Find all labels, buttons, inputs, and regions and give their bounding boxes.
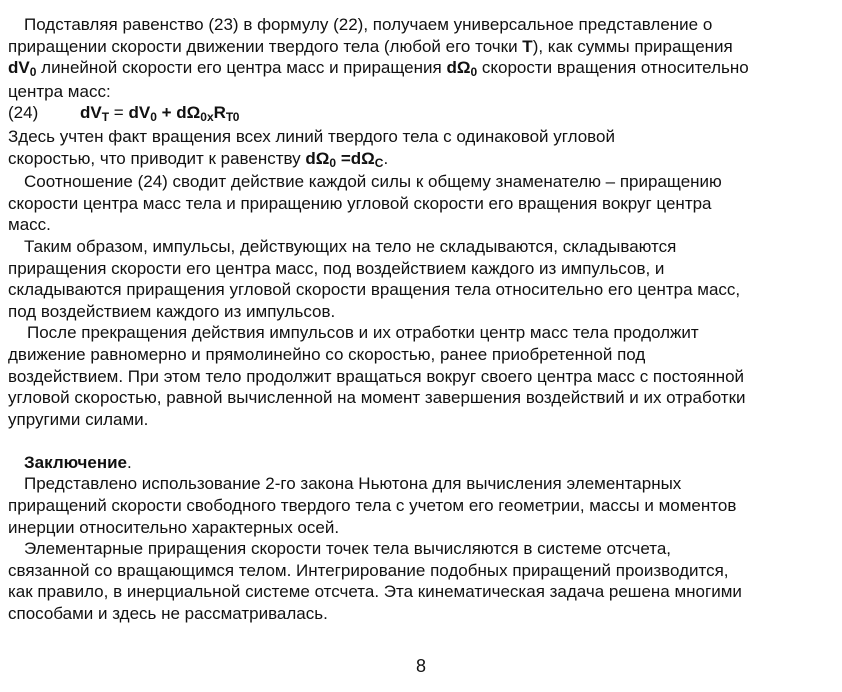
para7-line1: Элементарные приращения скорости точек тела вычисляются в системе отсчета, (24, 539, 672, 559)
para7-line3: как правило, в инерциальной системе отсчета. Эта кинематическая задача решена многими (8, 582, 742, 602)
para4-line2: приращения скорости его центра масс, под воздействием каждого из импульсов, и (8, 258, 665, 278)
para7-line4: способами и здесь не рассматривалась. (8, 604, 328, 624)
para4-line4: под воздействием каждого из импульсов. (8, 301, 336, 321)
equals-sign: = (109, 103, 129, 123)
text-run: ), как суммы приращения (532, 36, 733, 56)
equation-number: (24) (8, 103, 39, 123)
math-subscript: 0 (200, 110, 207, 125)
math-symbol: =dΩ (336, 148, 375, 168)
math-subscript: 0 (150, 110, 157, 125)
blank-line (8, 430, 834, 452)
para5-line4: угловой скоростью, равной вычисленной на момент завершения воздействий и их отработки (8, 388, 746, 408)
math-symbol: dΩ (446, 58, 471, 78)
para3-line3: масс. (8, 215, 51, 235)
math-subscript: 0 (470, 65, 478, 80)
para2-line1: Здесь учтен факт вращения всех линий твердого тела с одинаковой угловой (8, 126, 615, 146)
para6-line1: Представлено использование 2-го закона Ньютона для вычисления элементарных (24, 474, 682, 494)
math-symbol: dV (80, 103, 102, 123)
para2-line2 (8, 148, 834, 172)
para5-line5: упругими силами. (8, 409, 149, 429)
para5-line2: движение равномерно и прямолинейно со скоростью, ранее приобретенной под (8, 344, 646, 364)
para4-line1: Таким образом, импульсы, действующих на тело не складываются, складываются (24, 236, 677, 256)
para1-line3 (8, 57, 834, 81)
math-subscript: 0 (29, 65, 37, 80)
para6-line3: инерции относительно характерных осей. (8, 517, 340, 537)
text-run: . (127, 452, 132, 472)
cross-product-sign: x (206, 110, 214, 125)
math-symbol: R (213, 103, 226, 123)
conclusion-heading (8, 452, 834, 474)
para1-line2 (8, 36, 834, 58)
section-title: Заключение (24, 452, 127, 472)
text-run: . (383, 148, 389, 168)
para1-line4: центра масс: (8, 81, 111, 101)
text-run: скоростью, что приводит к равенству (8, 148, 306, 168)
math-subscript: T (101, 110, 110, 125)
math-subscript: 0 (329, 155, 337, 170)
text-run: приращении скорости движении твердого тела (любой его точки (8, 36, 523, 56)
page-number: 8 (415, 656, 426, 676)
para5-line1: После прекращения действия импульсов и их отработки центр масс тела продолжит (27, 323, 699, 343)
math-symbol: + dΩ (156, 103, 201, 123)
para3-line2: скорости центра масс тела и приращению угловой скорости его вращения вокруг центра (8, 193, 712, 213)
para5-line3: воздействием. При этом тело продолжит вращаться вокруг своего центра масс с постоянной (8, 366, 745, 386)
para4-line3: складываются приращения угловой скорости вращения тела относительно его центра масс, (8, 280, 741, 300)
math-subscript: T0 (225, 110, 239, 125)
text-run: скорости вращения относительно (477, 58, 749, 78)
text-run: линейной скорости его центра масс и приращения (36, 58, 447, 78)
equation-24 (8, 102, 834, 126)
document-body (8, 14, 834, 625)
math-symbol: dV (128, 103, 151, 123)
para3-line1: Соотношение (24) сводит действие каждой силы к общему знаменателю – приращению (24, 172, 722, 192)
math-symbol: dV (8, 58, 30, 78)
math-subscript: C (374, 155, 384, 170)
para1-line1: Подставляя равенство (23) в формулу (22), получаем универсальное представление о (24, 15, 713, 34)
para7-line2: связанной со вращающимся телом. Интегрирование подобных приращений производится, (8, 560, 729, 580)
point-symbol: T (522, 36, 533, 56)
para6-line2: приращений скорости свободного твердого тела с учетом его геометрии, массы и моментов (8, 496, 737, 516)
math-symbol: dΩ (305, 148, 330, 168)
